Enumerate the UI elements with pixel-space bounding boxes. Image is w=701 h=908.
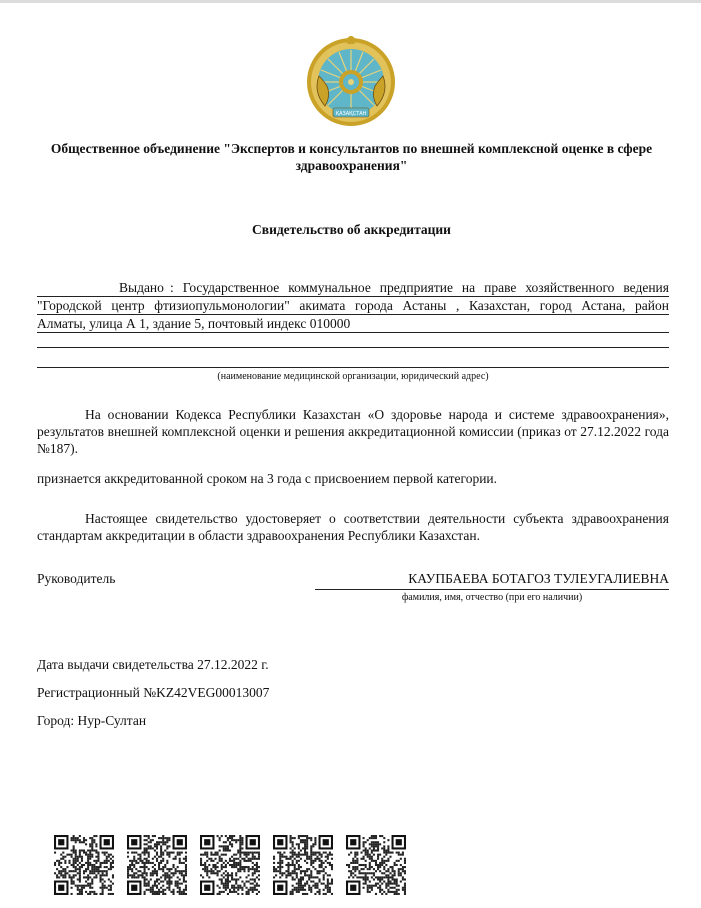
qr-code-icon bbox=[273, 835, 333, 895]
head-name-caption: фамилия, имя, отчество (при его наличии) bbox=[401, 592, 583, 603]
kazakhstan-emblem-icon bbox=[305, 36, 397, 128]
certification-paragraph: Настоящее свидетельство удостоверяет о соответствии деятельности субъекта здравоохранения стандартам аккредитации в области здравоохранения Республики Казахстан. bbox=[37, 511, 669, 543]
blank-line bbox=[37, 347, 669, 348]
qr-code-icon bbox=[346, 835, 406, 895]
recognition-paragraph: признается аккредитованной сроком на 3 года с присвоением первой категории. bbox=[37, 471, 498, 486]
issued-value-line-3: Алматы, улица А 1, здание 5, почтовый индекс 010000 bbox=[37, 315, 669, 333]
issued-value-line-1: : Государственное коммунальное предприятие на праве хозяйственного ведения bbox=[170, 280, 669, 295]
city: Город: Нур-Султан bbox=[37, 713, 147, 728]
issued-to-block bbox=[37, 279, 669, 333]
head-full-name: КАУПБАЕВА БОТАГОЗ ТУЛЕУГАЛИЕВНА bbox=[315, 571, 669, 590]
qr-code-icon bbox=[127, 835, 187, 895]
emblem-inscription: ҚАЗАҚСТАН bbox=[335, 111, 367, 117]
blank-line bbox=[37, 367, 669, 368]
head-role-label: Руководитель bbox=[37, 571, 116, 586]
document-title: Свидетельство об аккредитации bbox=[252, 222, 451, 237]
issued-line-1 bbox=[37, 279, 669, 297]
issued-value-line-2: "Городской центр фтизиопульмонологии" акимата города Астаны , Казахстан, город Астана, район bbox=[37, 298, 669, 313]
issue-date: Дата выдачи свидетельства 27.12.2022 г. bbox=[37, 657, 269, 672]
issued-label: Выдано bbox=[119, 280, 164, 295]
page-top-border bbox=[0, 0, 701, 3]
registration-number: Регистрационный №KZ42VEG00013007 bbox=[37, 685, 270, 700]
organization-title: Общественное объединение "Экспертов и консультантов по внешней комплексной оценке в сфере здравоохранения" bbox=[50, 141, 653, 173]
qr-code-icon bbox=[200, 835, 260, 895]
qr-code-icon bbox=[54, 835, 114, 895]
basis-paragraph: На основании Кодекса Республики Казахстан «О здоровье народа и системе здравоохранения», результатов внешней комплексной оценки и решения аккредитационной комиссии (приказ от 27.12.2022 года №187). bbox=[37, 407, 669, 456]
organization-caption: (наименование медицинской организации, юридический адрес) bbox=[217, 371, 489, 382]
